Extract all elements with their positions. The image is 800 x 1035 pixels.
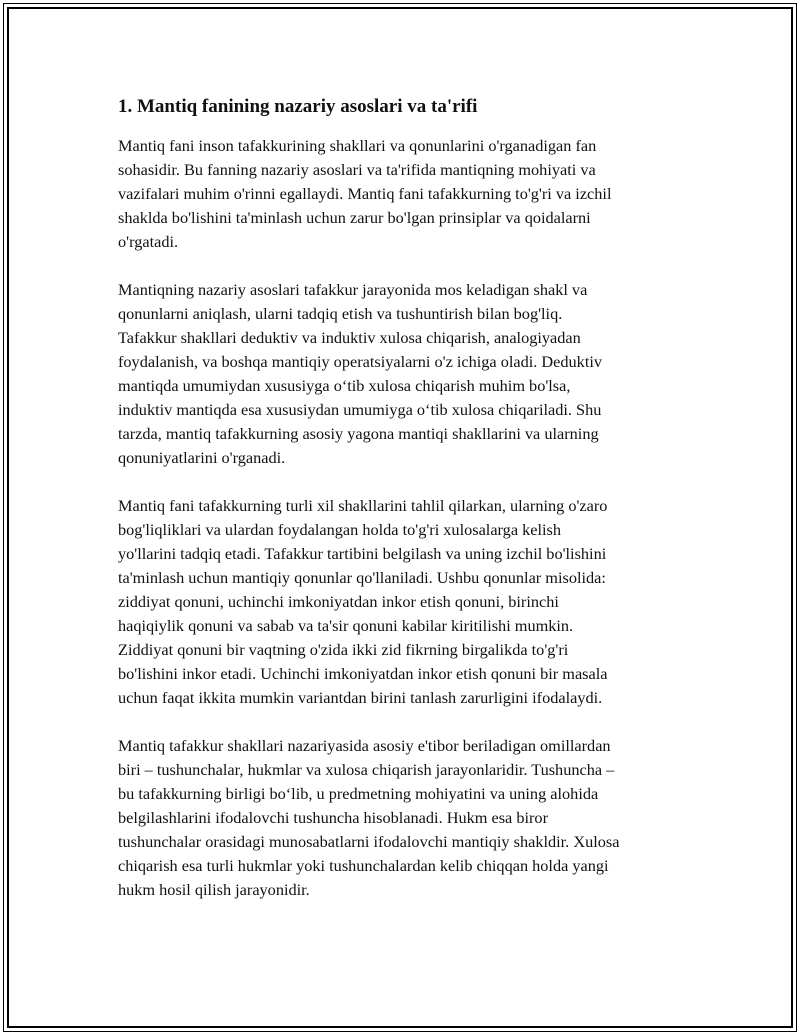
paragraph-line: qonunlarni aniqlash, ularni tadqiq etish va tushuntirish bilan bog'liq. [118,304,563,323]
paragraph-line: yo'llarini tadqiq etadi. Tafakkur tartibini belgilash va uning izchil bo'lishini [118,544,607,563]
paragraph-line: tushunchalar orasidagi munosabatlarni ifodalovchi mantiqiy shakldir. Xulosa [118,832,620,851]
paragraph-line: hukm hosil qilish jarayonidir. [118,880,310,899]
paragraph-line: mantiqda umumiydan xususiyga o‘tib xulosa chiqarish muhim bo'lsa, [118,376,571,395]
paragraph-line: ta'minlash uchun mantiqiy qonunlar qo'llaniladi. Ushbu qonunlar misolida: [118,568,606,587]
paragraph-line: foydalanish, va boshqa mantiqiy operatsiyalarni o'z ichiga oladi. Deduktiv [118,352,603,371]
paragraph-line: bu tafakkurning birligi bo‘lib, u predmetning mohiyatini va uning alohida [118,784,599,803]
paragraph-line: haqiqiylik qonuni va sabab va ta'sir qonuni kabilar kiritilishi mumkin. [118,616,574,635]
paragraph-line: bog'liqliklari va ulardan foydalangan holda to'g'ri xulosalarga kelish [118,520,562,539]
paragraph-line: sohasidir. Bu fanning nazariy asoslari va ta'rifida mantiqning mohiyati va [118,160,596,179]
paragraph-line: chiqarish esa turli hukmlar yoki tushunchalardan kelib chiqqan holda yangi [118,856,609,875]
paragraph-line: vazifalari muhim o'rinni egallaydi. Mantiq fani tafakkurning to'g'ri va izchil [118,184,612,203]
paragraph-line: induktiv mantiqda esa xususiydan umumiyga o‘tib xulosa chiqariladi. Shu [118,400,602,419]
paragraph-line: Mantiq fani tafakkurning turli xil shakllarini tahlil qilarkan, ularning o'zaro [118,496,608,515]
paragraph-line: ziddiyat qonuni, uchinchi imkoniyatdan inkor etish qonuni, birinchi [118,592,559,611]
paragraph-line: Tafakkur shakllari deduktiv va induktiv xulosa chiqarish, analogiyadan [118,328,581,347]
paragraph-2 [118,278,693,470]
paragraph-3 [118,494,693,710]
paragraph-1 [118,134,693,254]
paragraph-line: Ziddiyat qonuni bir vaqtning o'zida ikki zid fikrning birgalikda to'g'ri [118,640,569,659]
paragraph-line: Mantiqning nazariy asoslari tafakkur jarayonida mos keladigan shakl va [118,280,588,299]
paragraph-line: belgilashlarini ifodalovchi tushuncha hisoblanadi. Hukm esa biror [118,808,548,827]
section-heading: 1. Mantiq fanining nazariy asoslari va ta'rifi [118,96,478,117]
paragraph-line: uchun faqat ikkita mumkin variantdan birini tanlash zarurligini ifodalaydi. [118,688,603,707]
paragraph-4 [118,734,693,902]
paragraph-line: tarzda, mantiq tafakkurning asosiy yagona mantiqi shakllarini va ularning [118,424,599,443]
paragraph-line: Mantiq tafakkur shakllari nazariyasida asosiy e'tibor beriladigan omillardan [118,736,611,755]
paragraph-line: qonuniyatlarini o'rganadi. [118,448,286,467]
paragraph-line: bo'lishini inkor etadi. Uchinchi imkoniyatdan inkor etish qonuni bir masala [118,664,608,683]
paragraph-line: biri – tushunchalar, hukmlar va xulosa chiqarish jarayonlaridir. Tushuncha – [118,760,615,779]
paragraph-line: shaklda bo'lishini ta'minlash uchun zarur bo'lgan prinsiplar va qoidalarni [118,208,591,227]
document-body [118,94,693,926]
paragraph-line: Mantiq fani inson tafakkurining shakllari va qonunlarini o'rganadigan fan [118,136,597,155]
paragraph-line: o'rgatadi. [118,232,179,251]
